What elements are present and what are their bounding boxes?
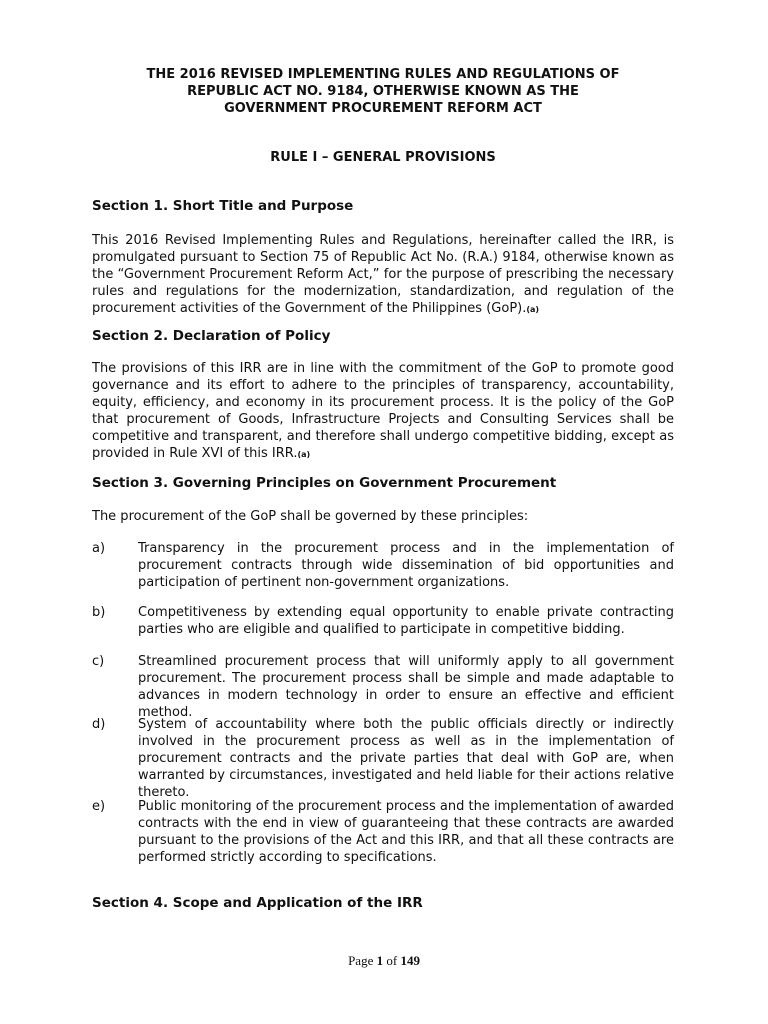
list-item: [92, 604, 674, 638]
section-3-intro: The procurement of the GoP shall be governed by these principles:: [92, 509, 529, 524]
title-line-2: REPUBLIC ACT NO. 9184, OTHERWISE KNOWN AS THE: [187, 84, 579, 99]
of-word: of: [386, 953, 398, 968]
list-item-text: Competitiveness by extending equal opportunity to enable private contracting parties who are eligible and qualified to participate in competitive bidding.: [138, 605, 674, 637]
list-item-label: b): [92, 605, 106, 620]
list-item-label: d): [92, 717, 106, 732]
section-2-ref: (a): [297, 450, 311, 459]
list-item-label: e): [92, 799, 106, 814]
current-page-number: 1: [376, 953, 384, 968]
document-title: [72, 66, 694, 117]
list-item-text: Public monitoring of the procurement process and the implementation of awarded contracts with the end in view of guaranteeing that these contracts are awarded pursuant to the provisions of the Act and this IRR, and that all these contracts are performed strictly according to specifications.: [138, 799, 674, 865]
list-item: [92, 653, 674, 721]
total-pages: 149: [400, 953, 420, 968]
section-3-heading: Section 3. Governing Principles on Government Procurement: [92, 475, 557, 491]
section-2-body: The provisions of this IRR are in line with the commitment of the GoP to promote good governance and its effort to adhere to the principles of transparency, accountability, equity, efficiency, and economy in its procurement process. It is the policy of the GoP that procurement of Goods, Infrastructure Projects and Consulting Services shall be competitive and transparent, and therefore shall undergo competitive bidding, except as provided in Rule XVI of this IRR.: [92, 361, 674, 461]
title-line-1: THE 2016 REVISED IMPLEMENTING RULES AND REGULATIONS OF: [146, 67, 620, 82]
section-2-text: [92, 360, 674, 463]
list-item-text: System of accountability where both the public officials directly or indirectly involved in the procurement process as well as in the implementation of procurement contracts and the private parties that deal with GoP are, when warranted by circumstances, investigated and held liable for their actions relative thereto.: [138, 717, 674, 800]
section-1-body: This 2016 Revised Implementing Rules and Regulations, hereinafter called the IRR, is promulgated pursuant to Section 75 of Republic Act No. (R.A.) 9184, otherwise known as the “Government Procurement Reform Act,” for the purpose of prescribing the necessary rules and regulations for the modernization, standardization, and regulation of the procurement activities of the Government of the Philippines (GoP).: [92, 233, 674, 316]
section-1-ref: (a): [526, 305, 540, 314]
section-4-heading: Section 4. Scope and Application of the IRR: [92, 895, 423, 911]
page-word: Page: [348, 953, 374, 968]
title-line-3: GOVERNMENT PROCUREMENT REFORM ACT: [224, 101, 542, 116]
list-item: [92, 798, 674, 866]
list-item-label: c): [92, 654, 105, 669]
section-1-text: [92, 232, 674, 318]
page-footer: [0, 953, 768, 969]
list-item-label: a): [92, 541, 106, 556]
section-2-heading: Section 2. Declaration of Policy: [92, 328, 331, 344]
list-item-text: Streamlined procurement process that will uniformly apply to all government procurement. The procurement process shall be simple and made adaptable to advances in modern technology in order to ensure an effective and efficient method.: [138, 654, 674, 720]
section-1-heading: Section 1. Short Title and Purpose: [92, 198, 354, 214]
list-item: [92, 716, 674, 801]
document-page: [92, 0, 674, 1024]
rule-heading: RULE I – GENERAL PROVISIONS: [270, 150, 496, 165]
list-item-text: Transparency in the procurement process and in the implementation of procurement contracts through wide dissemination of bid opportunities and participation of pertinent non-government organizations.: [138, 541, 674, 590]
list-item: [92, 540, 674, 591]
